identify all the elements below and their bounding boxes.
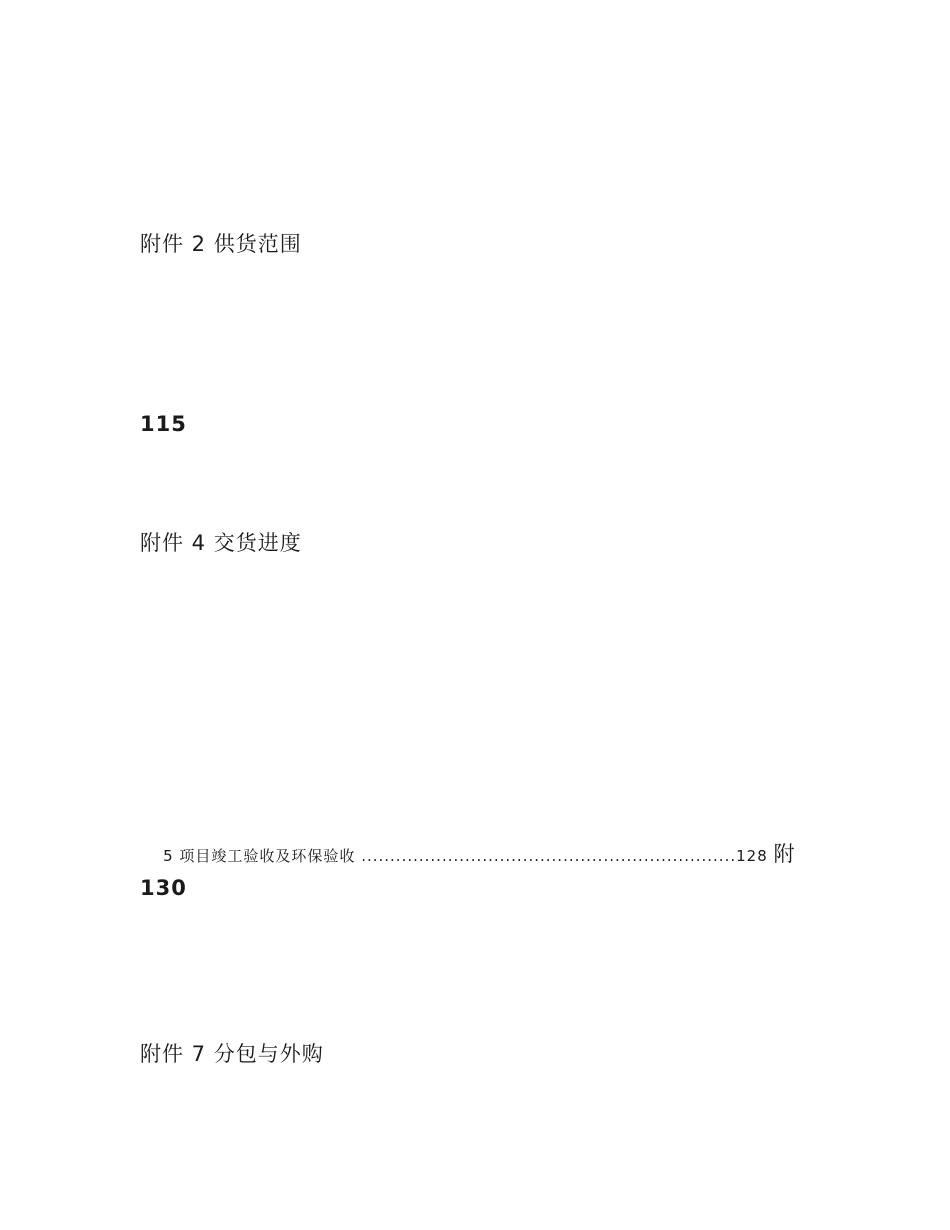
toc-entry-6[interactable] <box>140 118 800 140</box>
toc-entry-5-4[interactable] <box>140 776 800 798</box>
toc-attachment-5-title[interactable] <box>140 585 810 617</box>
toc-attachment-6-title[interactable] <box>140 843 810 875</box>
toc-entry-6-2[interactable] <box>140 972 800 994</box>
toc-page-number: 115 <box>140 412 187 436</box>
toc-attachment-2-title[interactable]: 附件 2 供货范围 <box>140 232 302 256</box>
toc-entry-5-5[interactable] <box>140 821 810 866</box>
toc-entry-6-3[interactable] <box>140 1018 800 1040</box>
toc-attachment-3-title[interactable] <box>140 378 810 410</box>
toc-page-number: 130 <box>140 876 187 900</box>
toc-page-number: 128 <box>736 847 768 865</box>
toc-entry-2-1[interactable] <box>140 312 800 334</box>
toc-attachment-2-leader <box>140 258 810 290</box>
toc-entry-5-3[interactable] <box>140 730 800 752</box>
toc-entry-label: 5 项目竣工验收及环保验收 <box>163 847 356 865</box>
toc-dots: ................................................................. <box>361 847 737 865</box>
toc-title-text: 附 <box>773 842 796 866</box>
toc-entry-6-1[interactable] <box>140 926 800 948</box>
toc-entry-3-1[interactable] <box>140 461 800 483</box>
toc-entry-2-2[interactable] <box>140 358 800 380</box>
toc-entry-3-2[interactable] <box>140 507 800 529</box>
toc-attachment-4-title[interactable]: 附件 4 交货进度 <box>140 531 302 555</box>
toc-attachment-4-leader <box>140 556 810 588</box>
toc-entry-5-2[interactable] <box>140 684 800 706</box>
toc-entry-5-1[interactable] <box>140 639 800 661</box>
toc-attachment-7-title[interactable]: 附件 7 分包与外购 <box>140 1042 324 1066</box>
toc-entry-7[interactable] <box>140 163 800 185</box>
